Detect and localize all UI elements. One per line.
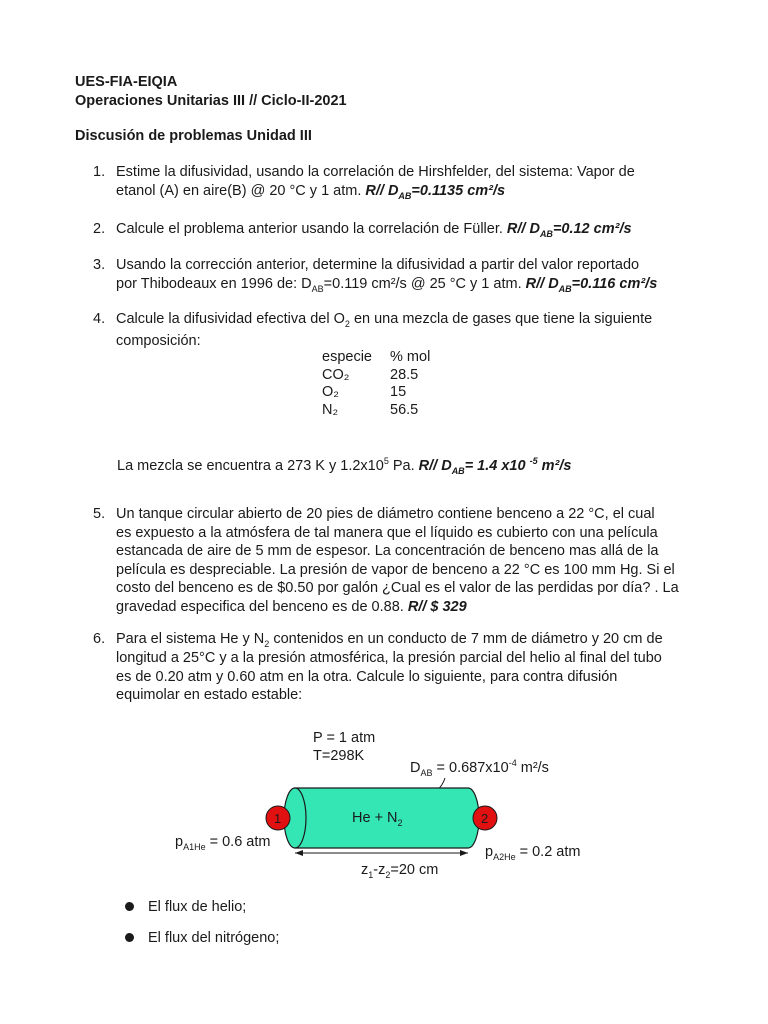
problem-text: Calcule la difusividad efectiva del $O_2$ en una mezcla de gases que tiene la siguiente [116,311,653,329]
problem-text: Para el sistema He y $N_2$ contenidos en un conducto de 7 mm de diámetro y 20 cm de [116,631,663,649]
problem-number: 1. [93,164,106,180]
problem-text: Usando la corrección anterior, determine la difusividad a partir del valor reportado [116,257,640,273]
problem-text: es expuesto a la atmósfera de tal manera que el líquido es cubierto con una película [116,524,658,541]
problem-text: por Thibodeaux en 1996 de: $D_{AB}=0.119$ cm²/s @ 25 °C y 1 atm. R// $D_{AB}=0.116$ cm²/s [116,276,658,294]
course-title: Operaciones Unitarias III // Ciclo-II-2021 [75,93,347,109]
answer: R// $D_{AB}=0.116$ cm²/s [525,276,658,294]
answer: R// $ 329 [407,598,467,615]
arrow-left-icon [295,850,303,856]
diffusion-tube-diagram [0,722,768,882]
problem-text: Calcule el problema anterior usando la correlación de Füller. R// $D_{AB}=0.12$ cm²/s [116,221,632,239]
diffusivity-label: $D_{AB} = 0.687x10^{-4}$ m²/s [410,758,549,778]
problem-number: 4. [93,311,106,327]
problem-number: 3. [93,257,106,273]
problem-4-conditions: La mezcla se encuentra a 273 K y $1.2x10^5$ Pa. R// $D_{AB}= 1.4$ x10 $^{-5}$ m²/s [117,456,572,476]
length-label: $z_1-z_2=20$ cm [361,862,439,880]
problem-text: etanol (A) en aire(B) @ 20 °C y 1 atm. R// $D_{AB}=0.1135$ cm²/s [116,183,506,201]
answer: R// $D_{AB}=0.1135$ cm²/s [365,183,506,201]
problem-number: 5. [93,506,106,522]
end-2-number: 2 [481,811,489,826]
temperature-label: T=298K [313,748,365,764]
end-1-number: 1 [274,811,282,826]
problem-text: película es despreciable. La presión de vapor de benceno a 22 °C es 100 mm Hg. Si el [116,561,675,578]
tube-gas-label: $He + N_2$ [352,810,403,828]
answer: R// $D_{AB}=0.12$ cm²/s [506,221,632,239]
problem-text: gravedad especifica del benceno es de 0.88. R// $ 329 [116,598,467,615]
list-item: El flux del nitrógeno; [125,930,279,946]
problem-number: 6. [93,631,106,647]
problem-text: estancada de aire de 5 mm de espesor. La concentración de benceno mas allá de la [116,543,659,559]
problem-text: equimolar en estado estable: [116,687,303,703]
bullet-icon [125,933,134,942]
course-code: UES-FIA-EIQIA [75,74,178,90]
problem-text: costo del benceno es de $0.50 por galón ¿Cual es el valor de las perdidas por día? . La [116,580,679,596]
arrow-right-icon [460,850,468,856]
page-title: Discusión de problemas Unidad III [75,128,312,144]
bullet-icon [125,902,134,911]
pressure-end-2: $p_{A2He} = 0.2$ atm [485,844,581,862]
answer: R// $D_{AB}= 1.4$ x10 $^{-5}$ m²/s [418,456,572,476]
problem-text: es de 0.20 atm y 0.60 atm en la otra. Calcule lo siguiente, para contra difusión [116,668,618,685]
pressure-end-1: $p_{A1He} = 0.6$ atm [175,834,271,852]
problem-text: Un tanque circular abierto de 20 pies de diámetro contiene benceno a 22 °C, el cual [116,506,655,522]
table-header: especie % mol [322,349,431,365]
table-row: CO₂ 28.5 [322,366,419,383]
problem-text: longitud a 25°C y a la presión atmosférica, la presión parcial del helio al final del tubo [116,650,662,666]
table-row: O₂ 15 [322,384,407,400]
pressure-label: P = 1 atm [313,730,376,746]
problem-number: 2. [93,221,106,237]
problem-text: composición: [116,333,201,349]
problem-text: Estime la difusividad, usando la correlación de Hirshfelder, del sistema: Vapor de [116,164,635,180]
list-item: El flux de helio; [125,899,246,915]
table-row: N₂ 56.5 [322,401,419,418]
composition-table [322,349,430,419]
